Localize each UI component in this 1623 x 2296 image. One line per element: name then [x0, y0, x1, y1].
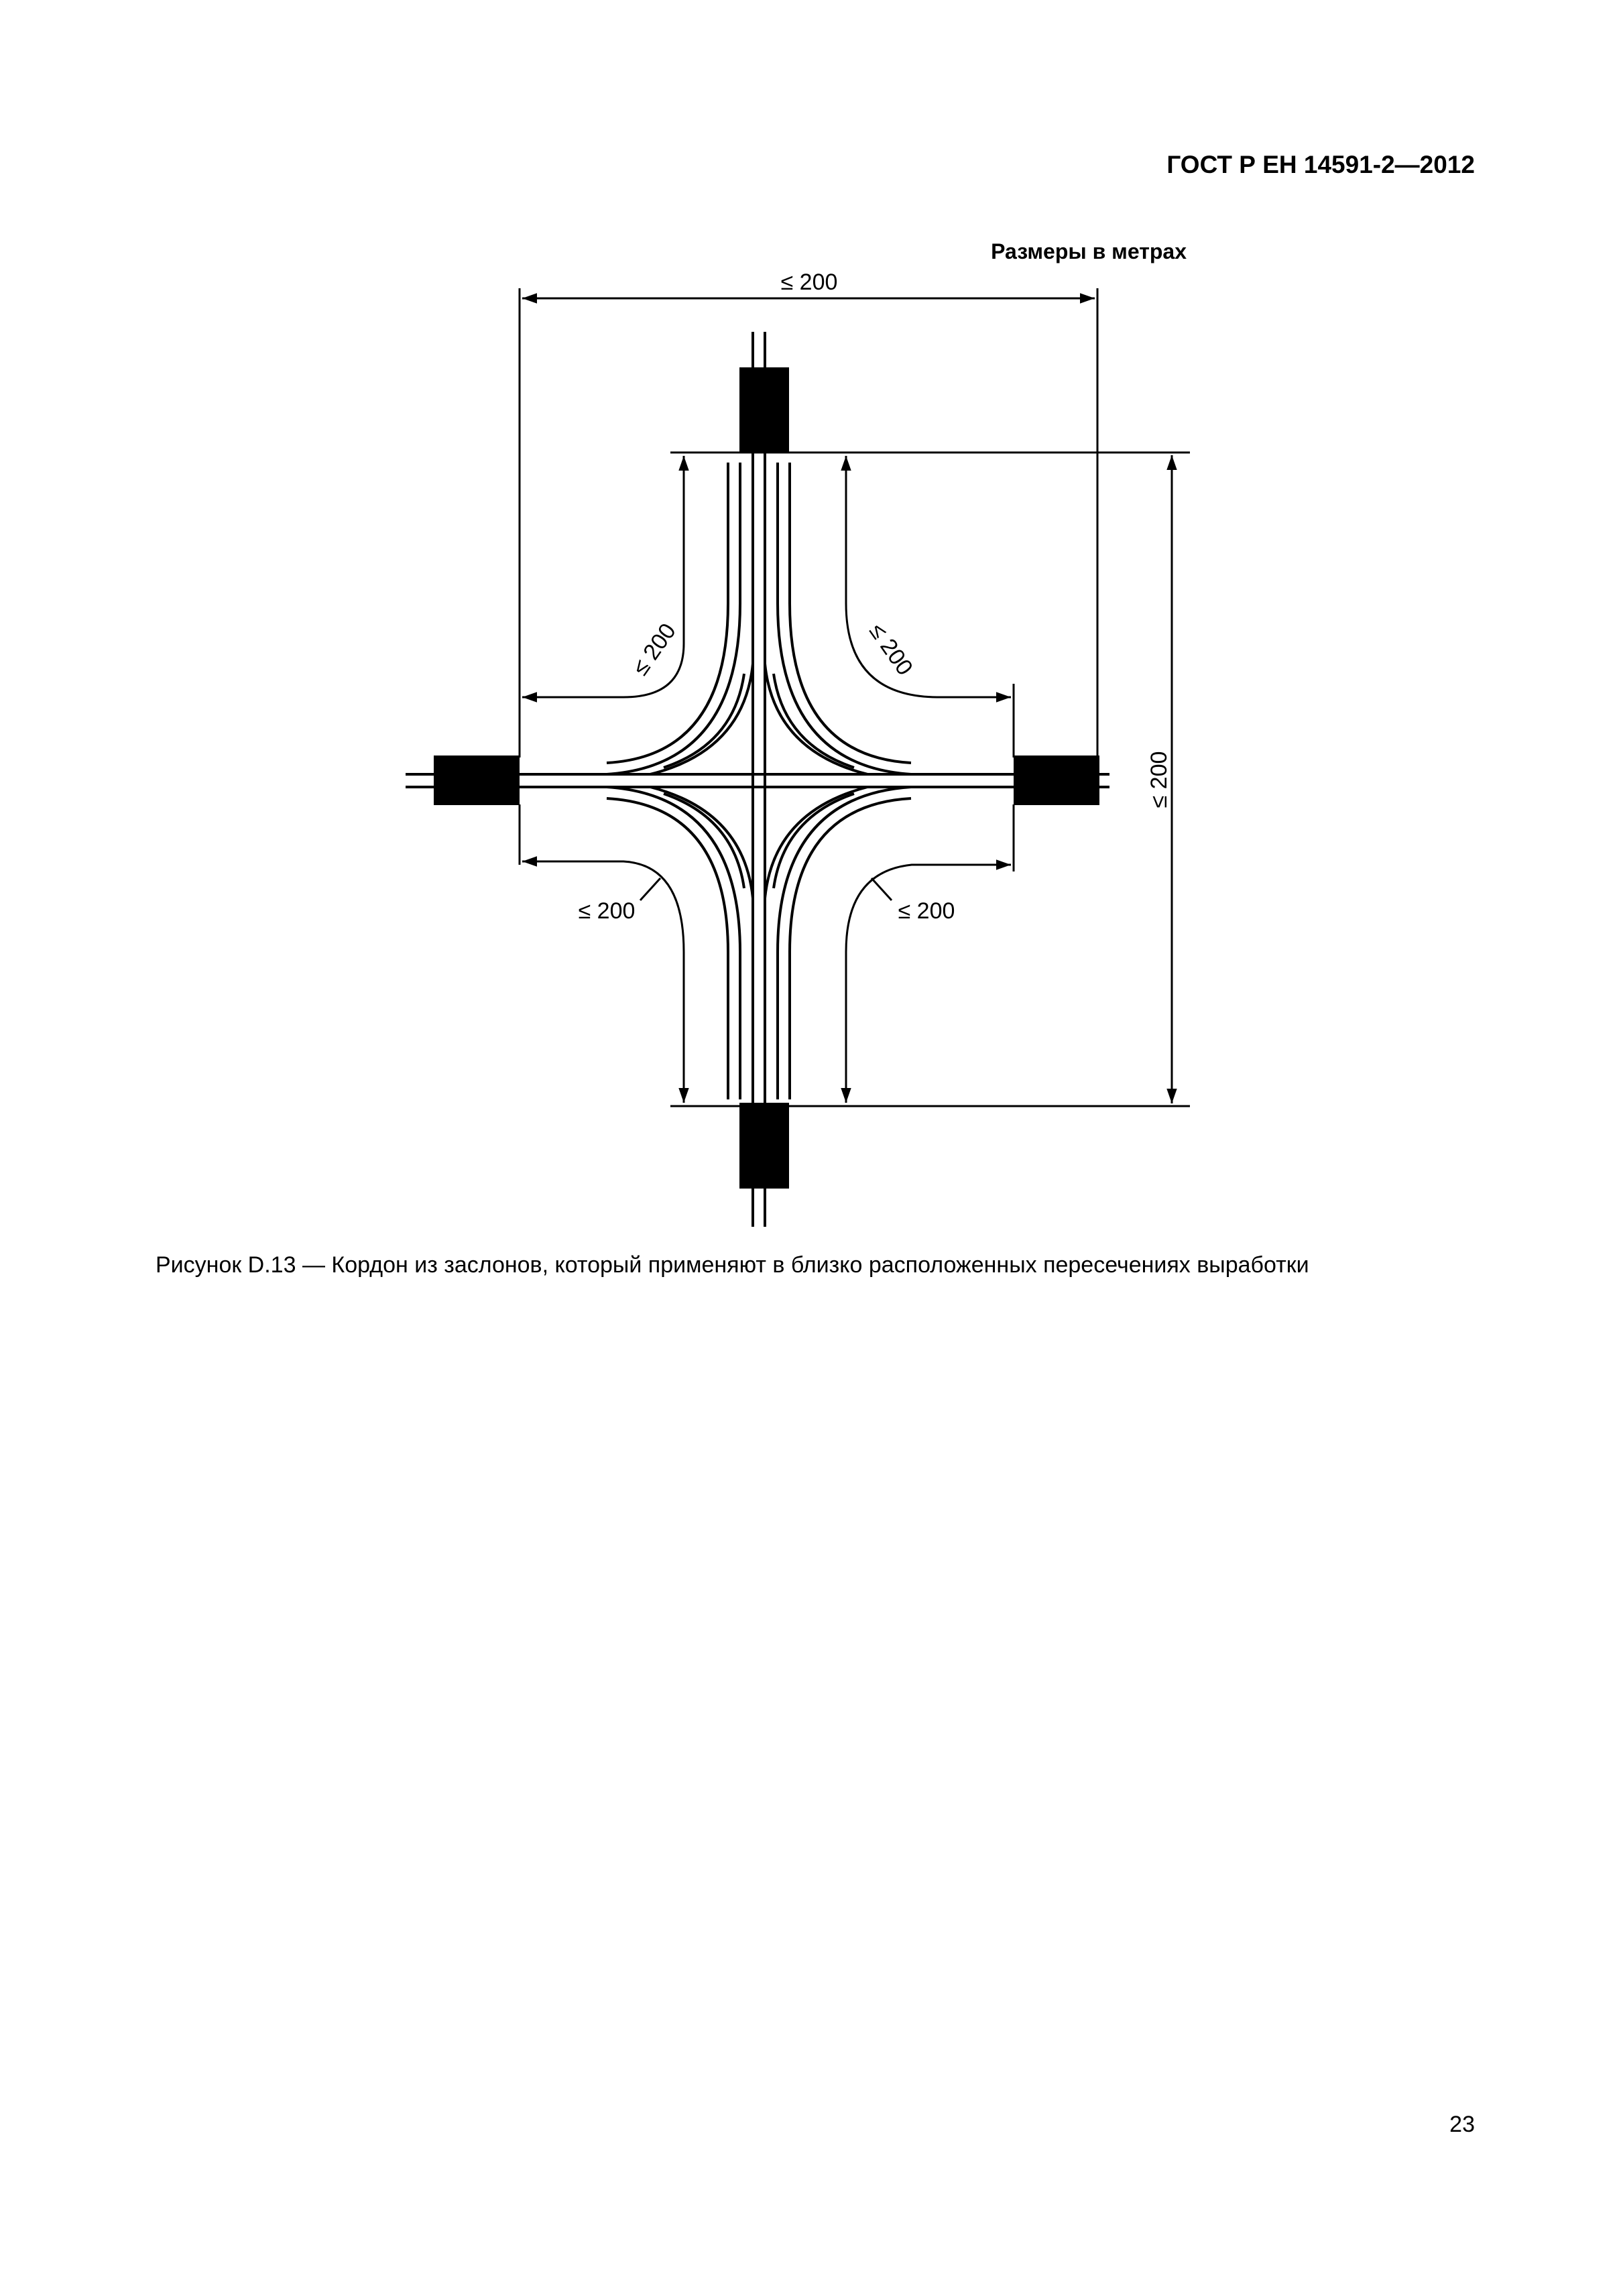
figure-caption: Рисунок D.13 — Кордон из заслонов, который применяют в близко расположенных пересечениях выработки: [156, 1252, 1309, 1278]
document-code: ГОСТ Р ЕН 14591-2—2012: [1166, 151, 1475, 178]
barrier-left: [434, 756, 520, 805]
dim-label-lower-right: ≤ 200: [898, 898, 955, 924]
inner-diamond-lines: [650, 664, 867, 898]
dim-label-upper-right: ≤ 200: [864, 619, 918, 680]
dim-label-top: ≤ 200: [780, 269, 838, 295]
barrier-top: [739, 367, 789, 453]
units-note: Размеры в метрах: [991, 239, 1187, 263]
dimension-lines: [522, 298, 1172, 1103]
barrier-right: [1014, 756, 1099, 805]
dim-label-upper-left: ≤ 200: [627, 619, 681, 680]
dim-label-lower-left: ≤ 200: [578, 898, 636, 924]
barrier-bottom: [739, 1103, 789, 1189]
curved-bypass-lines: [607, 463, 911, 1099]
dim-label-right: ≤ 200: [1146, 751, 1172, 808]
page-number: 23: [1449, 2112, 1475, 2137]
